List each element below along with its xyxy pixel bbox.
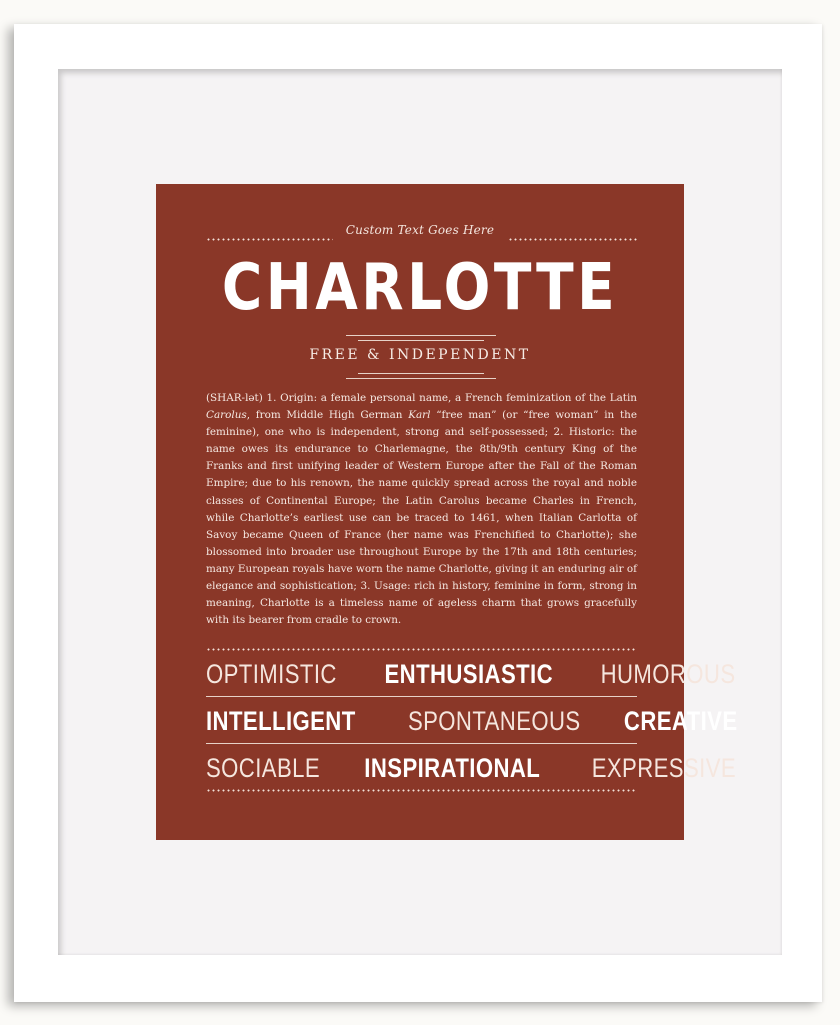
tagline-rule-top-1 [346, 335, 496, 336]
trait-word: INSPIRATIONAL [364, 752, 541, 783]
tagline-rule-bottom-2 [346, 378, 496, 379]
name-print [156, 184, 738, 840]
traits-row-2 [206, 704, 738, 738]
trait-word: SPONTANEOUS [407, 705, 581, 736]
tagline-rule-top-2 [358, 340, 484, 341]
definition-italic-2: Karl [408, 409, 431, 422]
traits-dots-bottom [206, 789, 637, 792]
custom-text: Custom Text Goes Here [345, 223, 495, 237]
definition-text-3: “free man” (or “free woman” in the feminine), one who is independent, strong and self-possessed; 2. Historic: the name owes its endurance to Charlemagne, the 8th/9th century King of the Franks and first unifying leader of Western Europe after the Fall of the Roman Empire; due to his renown, the name quickly spread across the royal and noble classes of Continental Europe; the Latin Carolus became Charles in French, while Charlotte’s earliest use can be traced to 1461, when Italian Carlotta of Savoy became Queen of France (her name was Frenchified to Charlotte); she blossomed into broader use throughout Europe by the 17th and 18th centuries; many European royals have worn the name Charlotte, giving it an enduring air of elegance and sophistication; 3. Usage: rich in history, feminine in form, strong in meaning, Charlotte is a timeless name of ageless charm that grows gracefully with its bearer from cradle to crown. [206, 409, 637, 627]
definition-italic-1: Carolus [206, 409, 247, 422]
definition-text-2: , from Middle High German [246, 409, 409, 422]
name-definition [206, 390, 637, 629]
trait-word: HUMOROUS [600, 658, 736, 689]
trait-word: EXPRESSIVE [591, 752, 736, 783]
name-title: CHARLOTTE [221, 251, 619, 325]
traits-divider-1 [206, 696, 637, 697]
definition-text-1: (SHAR-lət) 1. Origin: a female personal name, a French feminization of the Latin [206, 392, 637, 404]
traits-row-1 [206, 657, 736, 691]
traits-divider-2 [206, 743, 637, 744]
trait-word: OPTIMISTIC [206, 658, 337, 689]
trait-word: SOCIABLE [206, 752, 321, 783]
trait-word: INTELLIGENT [206, 705, 356, 736]
trait-word: ENTHUSIASTIC [383, 658, 553, 689]
tagline-rule-bottom-1 [358, 373, 484, 374]
header-dots-left [206, 238, 333, 241]
header-dots-right [508, 238, 637, 241]
traits-row-3 [206, 751, 736, 785]
traits-dots-top [206, 648, 637, 651]
trait-word: CREATIVE [623, 705, 738, 736]
tagline: FREE & INDEPENDENT [309, 347, 531, 363]
